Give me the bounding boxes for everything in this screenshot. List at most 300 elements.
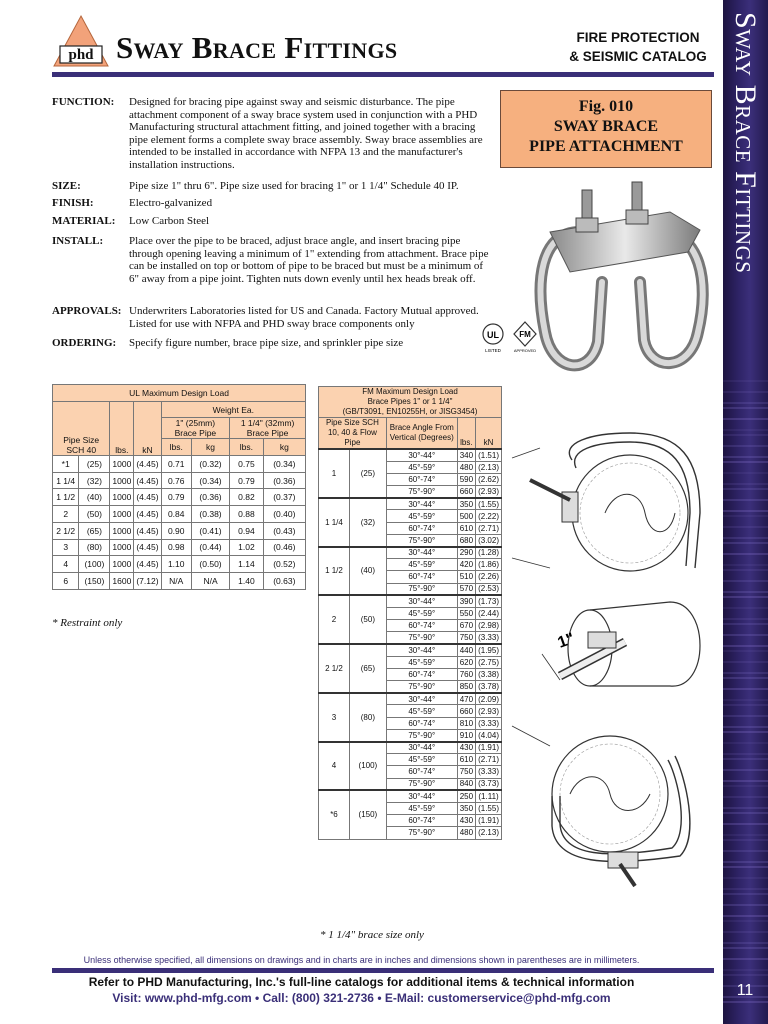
table-cell: 60°-74° [386,668,457,680]
band-streak [723,731,768,733]
spec-value: Place over the pipe to be braced, adjust brace angle, and insert bracing pipe through opening leaving a minimum of 1" extending from attachment. Brace pipe can be installed on top or bottom of pipe to be braced but must be a minimum of 6" away from a pipe joint. Tighten nuts down evenly until hex heads break off. [129,235,489,285]
band-streak [723,429,768,431]
table-row [319,498,502,510]
pipe-size-cell: *6 [319,790,350,839]
table-cell: 350 [457,802,475,814]
table-cell: 1000 [110,506,134,523]
spec-label: ORDERING: [52,337,117,349]
table-cell: 420 [457,559,475,571]
band-streak [723,942,768,944]
footer-contact: Visit: www.phd-mfg.com • Call: (800) 321-2736 • E-Mail: customerservice@phd-mfg.com [112,991,611,1005]
spec-value: Low Carbon Steel [129,215,210,227]
band-streak [723,596,768,598]
table-cell: 60°-74° [386,717,457,729]
table-cell: (3.02) [476,534,502,546]
table-row [319,644,502,656]
kn-header: kN [134,401,161,455]
table-cell: 1000 [110,489,134,506]
band-streak [723,677,768,679]
table-cell: 840 [457,778,475,790]
table-cell: (2.44) [476,607,502,619]
table-cell: *1 [53,456,79,473]
figure-name-line-1: SWAY BRACE [553,118,659,135]
table-cell: (0.36) [191,489,229,506]
band-streak [723,1001,768,1003]
table-cell: 75°-90° [386,632,457,644]
table-cell: 610 [457,522,475,534]
table-cell: 1.02 [230,539,263,556]
band-streak [723,866,768,868]
table-cell: 30°-44° [386,498,457,510]
table-cell: 480 [457,461,475,473]
band-streak [723,785,768,787]
table-cell: (0.63) [263,572,305,589]
fm-load-table [318,386,502,840]
band-streak [723,753,768,755]
band-streak [723,407,768,409]
table-cell: (3.33) [476,766,502,778]
table-cell: 0.79 [161,489,191,506]
certification-marks [480,320,540,356]
spec-label: INSTALL: [52,235,104,247]
table-cell: 810 [457,717,475,729]
table-cell: (4.45) [134,556,161,573]
table-cell: (1.73) [476,595,502,607]
band-streak [723,812,768,814]
table-cell: (4.45) [134,506,161,523]
table-cell: 760 [457,668,475,680]
table-cell: 0.90 [161,522,191,539]
pipe-size-mm-cell: (40) [349,547,386,596]
band-streak [723,618,768,620]
table-cell: (2.13) [476,461,502,473]
table-cell: (3.33) [476,632,502,644]
table-cell: 440 [457,644,475,656]
table-cell: 60°-74° [386,571,457,583]
footer-rule [52,968,714,973]
ul-load-table [52,384,306,590]
band-streak [723,526,768,528]
spec-label: APPROVALS: [52,305,122,317]
table-cell: 1000 [110,539,134,556]
band-streak [723,445,768,447]
catalog-name [560,28,716,66]
band-streak [723,672,768,674]
table-cell: 590 [457,473,475,485]
table-row [53,539,306,556]
table-cell: 550 [457,607,475,619]
band-streak [723,645,768,647]
weight-header: Weight Ea. [161,401,305,418]
table-cell: (2.26) [476,571,502,583]
fm-table-note: * 1 1/4" brace size only [320,929,424,941]
table-cell: (32) [79,472,110,489]
table-cell: 680 [457,534,475,546]
table-cell: (1.51) [476,449,502,461]
table-cell: (1.86) [476,559,502,571]
table-cell: (1.55) [476,802,502,814]
table-cell: N/A [191,572,229,589]
table-cell: (1.91) [476,742,502,754]
spec-label: FINISH: [52,197,94,209]
table-cell: (1.11) [476,790,502,802]
band-streak [723,515,768,517]
band-streak [723,758,768,760]
table-cell: (0.41) [191,522,229,539]
units-footnote: Unless otherwise specified, all dimensions on drawings and in charts are in inches and dimensions shown in parentheses are in millimeters. [83,955,640,965]
spec-value: Pipe size 1" thru 6". Pipe size used for bracing 1" or 1 1/4" Schedule 40 IP. [129,180,459,192]
table-cell: 75°-90° [386,729,457,741]
table-cell: (3.38) [476,668,502,680]
band-streak [723,607,768,609]
table-cell: 620 [457,656,475,668]
lbs-header: lbs. [110,401,134,455]
page-title: Sway Brace Fittings [116,30,398,65]
table-row [53,489,306,506]
table-cell: 430 [457,742,475,754]
table-cell: 2 [53,506,79,523]
band-streak [723,537,768,539]
band-streak [723,472,768,474]
fm-table-title [319,387,502,418]
table-cell: 60°-74° [386,766,457,778]
band-streak [723,391,768,393]
fm-subtitle-line-1: Brace Pipes 1" or 1 1/4" [367,397,453,406]
table-cell: 1 1/2 [53,489,79,506]
table-cell: 45°-59° [386,754,457,766]
table-cell: 45°-59° [386,461,457,473]
band-streak [723,402,768,404]
table-cell: (50) [79,506,110,523]
pipe-size-mm-cell: (65) [349,644,386,693]
table-cell: (4.45) [134,522,161,539]
table-cell: 60°-74° [386,522,457,534]
table-cell: 610 [457,754,475,766]
pipe-size-mm-cell: (25) [349,449,386,498]
table-cell: (65) [79,522,110,539]
band-streak [723,591,768,593]
ul-table-title: UL Maximum Design Load [53,385,306,402]
table-cell: 750 [457,632,475,644]
table-cell: (4.45) [134,456,161,473]
table-cell: 340 [457,449,475,461]
table-cell: (0.38) [191,506,229,523]
band-streak [723,780,768,782]
band-streak [723,904,768,906]
table-cell: 0.84 [161,506,191,523]
band-streak [723,580,768,582]
table-cell: 670 [457,620,475,632]
table-cell: 850 [457,681,475,693]
table-row [53,456,306,473]
table-cell: 0.94 [230,522,263,539]
lbs-header: lbs. [161,439,191,456]
logo-text: phd [68,47,94,63]
ul-listed-text: LISTED [485,348,501,353]
pipe-size-mm-cell: (80) [349,693,386,742]
band-streak [723,893,768,895]
band-streak [723,850,768,852]
band-streak [723,915,768,917]
brace-1-header: 1" (25mm) Brace Pipe [161,418,230,439]
table-cell: 45°-59° [386,656,457,668]
fm-approved-text: APPROVED [513,348,537,353]
table-cell: 75°-90° [386,778,457,790]
band-streak [723,542,768,544]
table-cell: (2.93) [476,705,502,717]
figure-title-box [500,90,712,168]
table-row [53,522,306,539]
table-cell: (2.75) [476,656,502,668]
figure-number: Fig. 010 [578,98,634,115]
band-streak [723,569,768,571]
side-title: Sway Brace Fittings [729,12,762,274]
table-cell: 0.75 [230,456,263,473]
table-cell: 0.98 [161,539,191,556]
band-streak [723,434,768,436]
pipe-size-cell: 1 1/4 [319,498,350,547]
band-streak [723,661,768,663]
table-cell: 45°-59° [386,559,457,571]
table-cell: (0.52) [263,556,305,573]
band-streak [723,742,768,744]
table-cell: 1600 [110,572,134,589]
kn-header: kN [476,418,502,450]
table-cell: 660 [457,486,475,498]
table-cell: (2.13) [476,827,502,839]
band-streak [723,974,768,976]
table-cell: 75°-90° [386,534,457,546]
table-cell: 1.14 [230,556,263,573]
table-cell: (25) [79,456,110,473]
table-cell: 910 [457,729,475,741]
table-cell: 1 1/4 [53,472,79,489]
band-streak [723,688,768,690]
pipe-size-cell: 3 [319,693,350,742]
brace-angle-header: Brace Angle From Vertical (Degrees) [386,418,457,450]
table-row [319,595,502,607]
table-cell: (0.43) [263,522,305,539]
table-cell: (4.45) [134,472,161,489]
fm-title-line: FM Maximum Design Load [362,387,458,396]
table-row [53,556,306,573]
table-cell: 0.79 [230,472,263,489]
table-cell: (4.04) [476,729,502,741]
band-streak [723,623,768,625]
table-row [319,742,502,754]
table-cell: 500 [457,510,475,522]
table-cell: (40) [79,489,110,506]
table-cell: 3 [53,539,79,556]
table-cell: 570 [457,583,475,595]
lbs-header: lbs. [457,418,475,450]
spec-label: SIZE: [52,180,81,192]
band-streak [723,704,768,706]
table-cell: 45°-59° [386,705,457,717]
table-cell: 470 [457,693,475,705]
table-cell: (1.91) [476,815,502,827]
table-row [53,572,306,589]
table-cell: (3.73) [476,778,502,790]
table-cell: 30°-44° [386,742,457,754]
table-cell: (2.09) [476,693,502,705]
table-cell: (4.45) [134,489,161,506]
table-cell: 250 [457,790,475,802]
table-cell: 290 [457,547,475,559]
table-cell: 0.82 [230,489,263,506]
band-streak [723,715,768,717]
table-cell: (100) [79,556,110,573]
band-streak [723,726,768,728]
table-cell: (1.28) [476,547,502,559]
table-cell: 1000 [110,556,134,573]
table-row [319,449,502,461]
table-cell: 30°-44° [386,644,457,656]
band-streak [723,380,768,382]
table-cell: 430 [457,815,475,827]
table-row [53,472,306,489]
table-cell: 480 [457,827,475,839]
table-cell: 60°-74° [386,473,457,485]
catalog-line-1: FIRE PROTECTION [576,30,700,45]
catalog-line-2: & SEISMIC CATALOG [569,49,707,64]
table-cell: 4 [53,556,79,573]
band-streak [723,634,768,636]
band-streak [723,888,768,890]
band-streak [723,699,768,701]
table-cell: (0.34) [263,456,305,473]
band-streak [723,564,768,566]
drawing-side-view [520,590,716,714]
table-cell: (1.95) [476,644,502,656]
header-rule [52,72,714,77]
pipe-size-cell: 2 [319,595,350,644]
product-photo [520,172,720,382]
figure-name-line-2: PIPE ATTACHMENT [529,138,683,155]
table-cell: 75°-90° [386,827,457,839]
spec-label: FUNCTION: [52,96,115,108]
band-streak [723,839,768,841]
table-cell: (2.98) [476,620,502,632]
table-cell: 660 [457,705,475,717]
pipe-size-header: Pipe Size SCH 10, 40 & Flow Pipe [319,418,387,450]
band-streak [723,499,768,501]
pipe-size-mm-cell: (100) [349,742,386,791]
kg-header: kg [191,439,229,456]
table-cell: 45°-59° [386,802,457,814]
table-cell: (2.71) [476,754,502,766]
table-cell: 2 1/2 [53,522,79,539]
table-cell: 350 [457,498,475,510]
spec-value: Designed for bracing pipe against sway and seismic disturbance. The pipe attachment component of a sway brace system used in conjunction with a PHD Manufacturing structural attachment fitting, and joined together with a bracing pipe element forms a complete sway brace assembly. Sway brace assemblies are intended to be installed in accordance with NFPA 13 and the manufacturer's installation instructions. [129,96,483,171]
spec-value: Specify figure number, brace pipe size, and sprinkler pipe size [129,337,404,349]
band-streak [723,920,768,922]
spec-label: MATERIAL: [52,215,116,227]
table-cell: (3.33) [476,717,502,729]
band-streak [723,769,768,771]
band-streak [723,483,768,485]
table-cell: 750 [457,766,475,778]
band-streak [723,877,768,879]
pipe-size-cell: 1 [319,449,350,498]
table-cell: (0.32) [191,456,229,473]
band-streak [723,418,768,420]
band-streak [723,796,768,798]
table-cell: 75°-90° [386,681,457,693]
table-cell: 1.10 [161,556,191,573]
ul-mark-text: UL [487,330,499,340]
table-cell: (3.78) [476,681,502,693]
table-cell: 6 [53,572,79,589]
table-cell: (0.37) [263,489,305,506]
drawing-top-view [510,418,718,586]
band-streak [723,861,768,863]
table-cell: 1.40 [230,572,263,589]
table-cell: (0.34) [191,472,229,489]
fm-mark-text: FM [519,330,531,339]
pipe-size-header: Pipe Size SCH 40 [53,401,110,455]
table-cell: (2.93) [476,486,502,498]
band-streak [723,488,768,490]
table-cell: 30°-44° [386,449,457,461]
footer-reference: Refer to PHD Manufacturing, Inc.'s full-line catalogs for additional items & technical information [88,975,635,989]
table-cell: 390 [457,595,475,607]
pipe-size-mm-cell: (50) [349,595,386,644]
table-cell: 30°-44° [386,790,457,802]
table-cell: N/A [161,572,191,589]
band-streak [723,553,768,555]
table-cell: 0.71 [161,456,191,473]
drawing-bottom-view [510,716,718,892]
table-cell: (0.50) [191,556,229,573]
band-streak [723,947,768,949]
dimension-label: 1" [555,630,577,652]
band-streak [723,958,768,960]
page-number: 11 [736,982,754,999]
table-cell: (2.71) [476,522,502,534]
fm-subtitle-line-2: (GB/T3091, EN10255H, or JISG3454) [342,407,478,416]
band-streak [723,461,768,463]
pipe-size-cell: 1 1/2 [319,547,350,596]
table-cell: 1000 [110,456,134,473]
table-cell: (0.44) [191,539,229,556]
table-cell: 60°-74° [386,815,457,827]
band-streak [723,456,768,458]
spec-value: Underwriters Laboratories listed for US and Canada. Factory Mutual approved. Listed for use with NFPA and PHD sway brace components only [129,305,479,330]
pipe-size-mm-cell: (32) [349,498,386,547]
pipe-size-mm-cell: (150) [349,790,386,839]
band-streak [723,807,768,809]
lbs-header: lbs. [230,439,263,456]
table-cell: 45°-59° [386,510,457,522]
table-cell: (1.55) [476,498,502,510]
band-streak [723,931,768,933]
phd-logo [52,14,110,68]
table-cell: (80) [79,539,110,556]
table-cell: (7.12) [134,572,161,589]
table-row [319,790,502,802]
band-streak [723,969,768,971]
table-cell: 60°-74° [386,620,457,632]
table-cell: (2.22) [476,510,502,522]
table-cell: 1000 [110,472,134,489]
table-cell: 30°-44° [386,595,457,607]
brace-114-header: 1 1/4" (32mm) Brace Pipe [230,418,306,439]
band-streak [723,510,768,512]
table-cell: 0.88 [230,506,263,523]
table-cell: 510 [457,571,475,583]
table-cell: 30°-44° [386,693,457,705]
